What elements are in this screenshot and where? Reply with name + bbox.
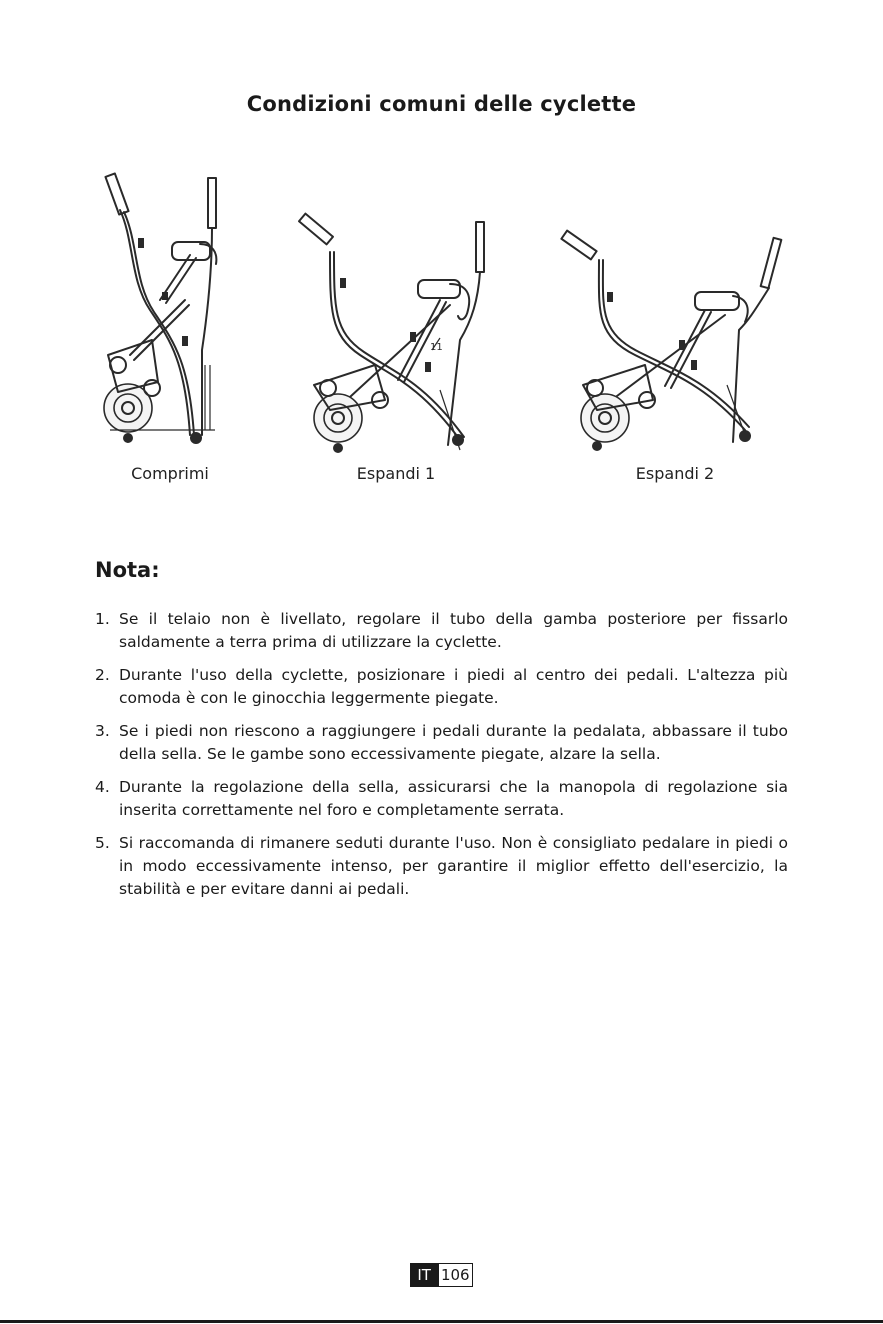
note-text: Si raccomanda di rimanere seduti durante l'uso. Non è consigliato pedalare in piedi o in modo eccessivamente intenso, per garantire il miglior effetto dell'esercizio, la stabilità e per evitare danni ai pedali. [119,834,788,898]
note-item [95,608,788,654]
note-number: 5. [95,834,110,852]
notes-list [95,608,788,911]
note-text: Durante l'uso della cyclette, posizionare i piedi al centro dei pedali. L'altezza più comoda è con le ginocchia leggermente piegate. [119,666,788,707]
note-text: Se il telaio non è livellato, regolare il tubo della gamba posteriore per fissarlo saldamente a terra prima di utilizzare la cyclette. [119,610,788,651]
note-item [95,776,788,822]
bottom-rule [0,1320,883,1323]
figure-caption-expanded-1: Espandi 1 [356,464,436,483]
figure-folded-bike [90,160,250,483]
expanded-bike-1-illustration [290,160,510,455]
note-item [95,720,788,766]
figure-expanded-bike-1 [290,160,510,483]
note-number: 1. [95,610,110,628]
note-number: 4. [95,778,110,796]
page-number: 106 [438,1263,473,1287]
bike-figures [0,160,883,500]
note-text: Se i piedi non riescono a raggiungere i pedali durante la pedalata, abbassare il tubo della sella. Se le gambe sono eccessivamente piegate, alzare la sella. [119,722,788,763]
note-item [95,664,788,710]
figure-caption-folded: Comprimi [131,464,209,483]
callout-number: 11 [430,342,443,353]
language-label: IT [410,1263,438,1287]
note-heading: Nota: [95,558,160,582]
figure-expanded-bike-2 [555,160,795,483]
note-text: Durante la regolazione della sella, assicurarsi che la manopola di regolazione sia inserita correttamente nel foro e completamente serrata. [119,778,788,819]
figure-caption-expanded-2: Espandi 2 [635,464,715,483]
note-item [95,832,788,901]
folded-bike-illustration [90,160,250,455]
page-badge [410,1263,472,1287]
expanded-bike-2-illustration [555,160,795,455]
page-title: Condizioni comuni delle cyclette [246,92,637,116]
note-number: 2. [95,666,110,684]
page-footer [0,1263,883,1287]
note-number: 3. [95,722,110,740]
